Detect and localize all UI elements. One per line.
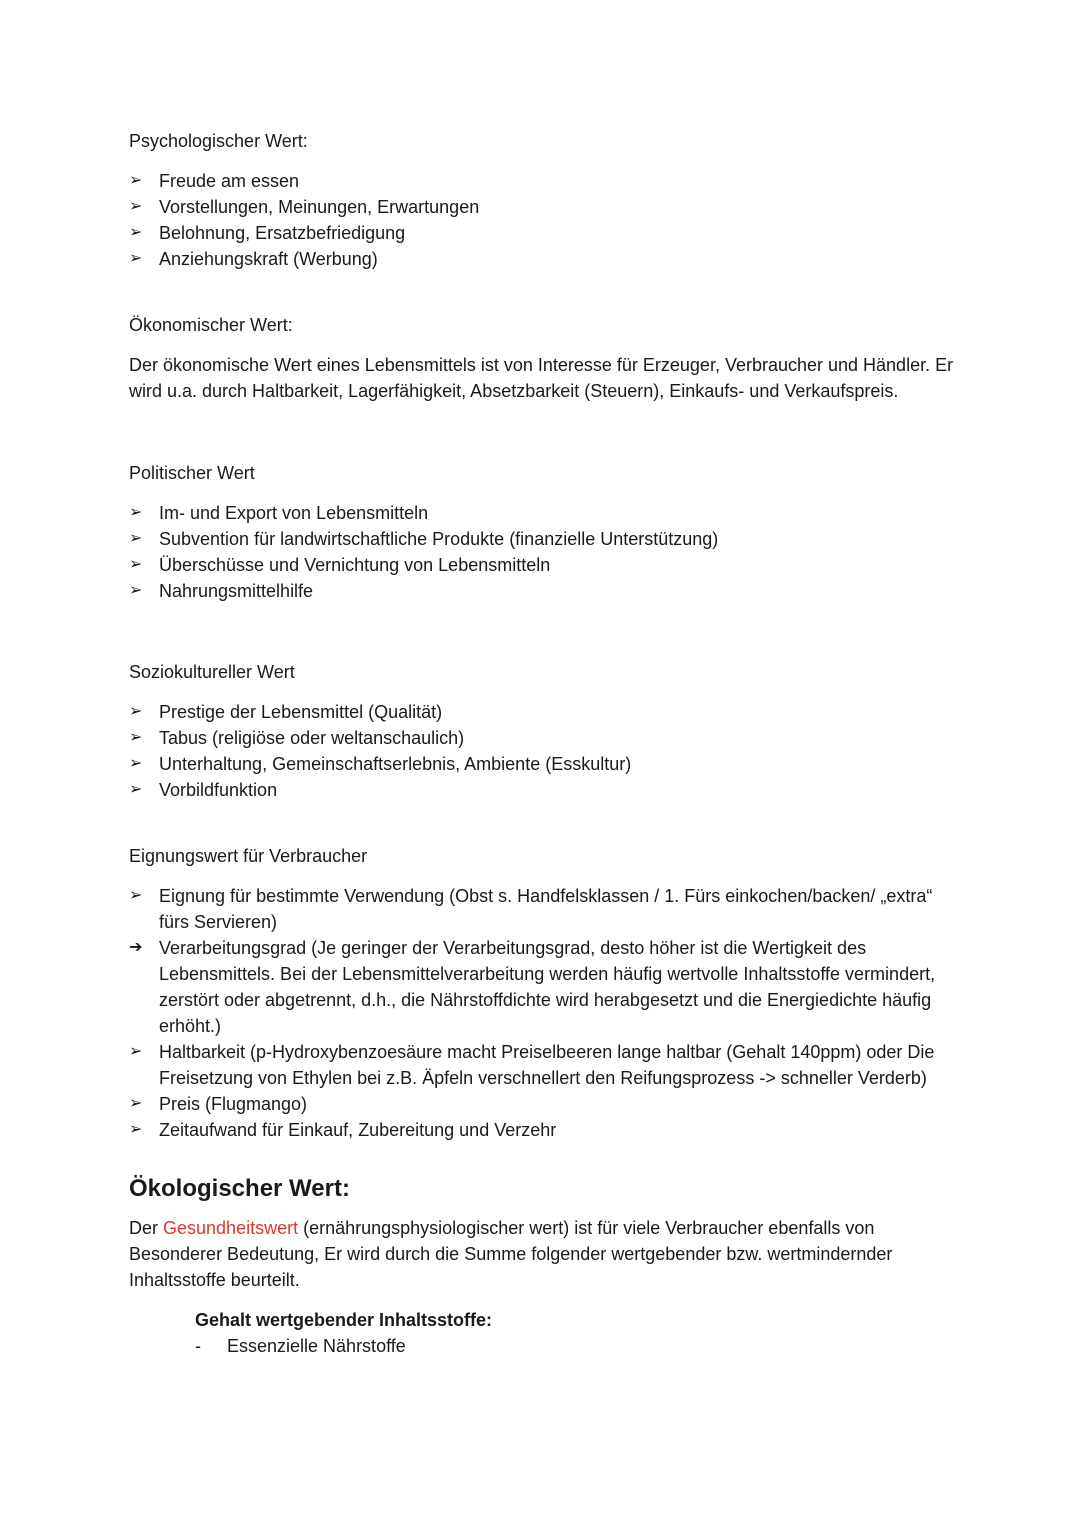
- heading-politischer-wert: Politischer Wert: [129, 463, 255, 483]
- heading-oekonomischer-wert: Ökonomischer Wert:: [129, 315, 293, 335]
- arrow-bullet-icon: ➢: [129, 703, 143, 720]
- list-psychologisch: [129, 168, 959, 272]
- list-eignung: [129, 883, 959, 935]
- list-item: ➢ Anziehungskraft (Werbung): [129, 246, 959, 272]
- heading-oekologischer-wert: Ökologischer Wert:: [129, 1175, 350, 1202]
- list-item: ➢ Subvention für landwirtschaftliche Produkte (finanzielle Unterstützung): [129, 526, 959, 552]
- arrow-bullet-icon: ➢: [129, 198, 143, 215]
- sub-list-eignung: [129, 935, 959, 1039]
- list-item: ➢ Vorbildfunktion: [129, 777, 959, 803]
- arrow-bullet-icon: ➢: [129, 530, 143, 547]
- arrow-bullet-icon: ➢: [129, 755, 143, 772]
- dash-bullet: -: [195, 1336, 201, 1356]
- list-item: ➢ Haltbarkeit (p-Hydroxybenzoesäure macht Preiselbeeren lange haltbar (Gehalt 140ppm) oder Die Freisetzung von Ethylen bei z.B. Äpfeln verschnellert den Reifungsprozess -> schneller Verderb): [129, 1039, 959, 1091]
- arrow-bullet-icon: ➢: [129, 582, 143, 599]
- list-item: ➢ Zeitaufwand für Einkauf, Zubereitung und Verzehr: [129, 1117, 959, 1143]
- list-item: ➢ Preis (Flugmango): [129, 1091, 959, 1117]
- subheading-wertgebende-inhaltsstoffe: Gehalt wertgebender Inhaltsstoffe:: [195, 1310, 493, 1330]
- list-wertgebend: [195, 1333, 959, 1359]
- highlight-gesundheitswert: Gesundheitswert: [163, 1218, 299, 1238]
- arrow-bullet-icon: ➢: [129, 172, 143, 189]
- list-eignung-rest: [129, 1039, 959, 1143]
- list-item: ➢ Vorstellungen, Meinungen, Erwartungen: [129, 194, 959, 220]
- heading-soziokultureller-wert: Soziokultureller Wert: [129, 662, 295, 682]
- arrow-bullet-icon: ➢: [129, 250, 143, 267]
- document-page: [129, 128, 959, 1359]
- heading-psychologischer-wert: Psychologischer Wert:: [129, 131, 308, 151]
- paragraph-oekonomisch: Der ökonomische Wert eines Lebensmittels ist von Interesse für Erzeuger, Verbraucher und Händler. Er wird u.a. durch Haltbarkeit, Lagerfähigkeit, Absetzbarkeit (Steuern), Einkaufs- und Verkaufspreis.: [129, 355, 954, 401]
- arrow-bullet-icon: ➢: [129, 504, 143, 521]
- list-item: ➢ Belohnung, Ersatzbefriedigung: [129, 220, 959, 246]
- list-item: ➢ Unterhaltung, Gemeinschaftserlebnis, Ambiente (Esskultur): [129, 751, 959, 777]
- arrow-bullet-icon: ➢: [129, 887, 143, 904]
- arrow-bullet-icon: ➢: [129, 224, 143, 241]
- arrow-bullet-icon: ➢: [129, 781, 143, 798]
- arrow-bullet-icon: ➢: [129, 1043, 143, 1060]
- list-item: ➢ Prestige der Lebensmittel (Qualität): [129, 699, 959, 725]
- arrow-bullet-icon: ➢: [129, 1095, 143, 1112]
- list-item: ➢ Im- und Export von Lebensmitteln: [129, 500, 959, 526]
- heading-eignungswert: Eignungswert für Verbraucher: [129, 846, 368, 866]
- right-arrow-icon: ➔: [129, 939, 143, 956]
- list-item: ➢ Überschüsse und Vernichtung von Lebensmitteln: [129, 552, 959, 578]
- arrow-bullet-icon: ➢: [129, 556, 143, 573]
- list-item: ➢ Tabus (religiöse oder weltanschaulich): [129, 725, 959, 751]
- paragraph-oekologisch: Der Gesundheitswert (ernährungsphysiologischer wert) ist für viele Verbraucher ebenfalls von Besonderer Bedeutung, Er wird durch die Summe folgender wertgebender bzw. wertmindernder Inhaltsstoffe beurteilt.: [129, 1218, 893, 1290]
- list-item: ➢ Eignung für bestimmte Verwendung (Obst s. Handfelsklassen / 1. Fürs einkochen/backen/ „extra“ fürs Servieren): [129, 883, 959, 935]
- list-item: - Essenzielle Nährstoffe: [195, 1333, 959, 1359]
- list-item: ➢ Freude am essen: [129, 168, 959, 194]
- list-item: ➔ Verarbeitungsgrad (Je geringer der Verarbeitungsgrad, desto höher ist die Wertigkeit des Lebensmittels. Bei der Lebensmittelverarbeitung werden häufig wertvolle Inhaltsstoffe vermindert, zerstört oder abgetrennt, d.h., die Nährstoffdichte wird herabgesetzt und die Energiedichte häufig erhöht.): [129, 935, 959, 1039]
- list-politisch: [129, 500, 959, 604]
- list-soziokulturell: [129, 699, 959, 803]
- arrow-bullet-icon: ➢: [129, 729, 143, 746]
- list-item: ➢ Nahrungsmittelhilfe: [129, 578, 959, 604]
- arrow-bullet-icon: ➢: [129, 1121, 143, 1138]
